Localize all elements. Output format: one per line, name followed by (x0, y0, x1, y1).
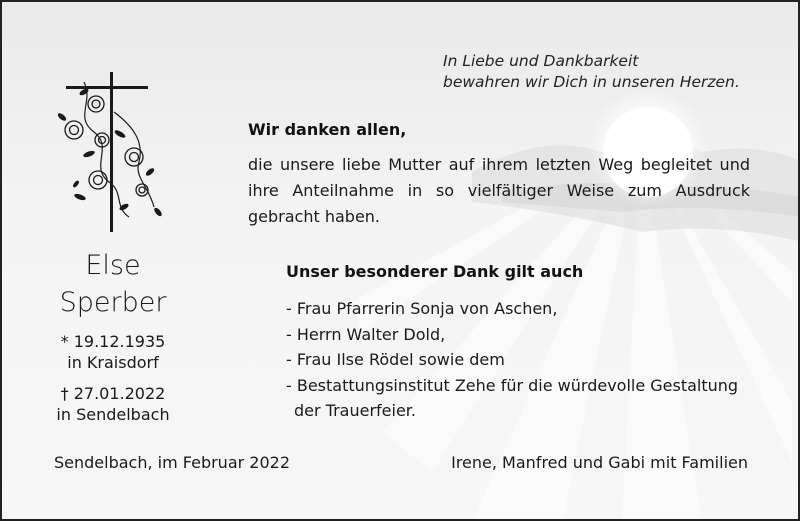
place-and-date: Sendelbach, im Februar 2022 (54, 453, 291, 472)
motto (443, 51, 740, 93)
list-item: - Bestattungsinstitut Zehe für die würdevolle Gestaltung (286, 375, 739, 395)
message-body: die unsere liebe Mutter auf ihrem letzten Weg begleitet und ihre Anteilnahme in so vielfältiger Weise zum Ausdruck gebracht haben. (248, 155, 750, 226)
thanks-list (286, 296, 756, 424)
family-signature: Irene, Manfred und Gabi mit Familien (451, 453, 748, 472)
motto-line-1: In Liebe und Dankbarkeit (443, 52, 639, 70)
deceased-last-name: Sperber (59, 287, 167, 318)
death-place: in Sendelbach (56, 405, 170, 424)
message-heading: Wir danken allen, (248, 120, 407, 139)
list-item: - Frau Ilse Rödel sowie dem (286, 350, 505, 369)
birth-place: in Kraisdorf (67, 353, 159, 372)
death-info (38, 383, 188, 425)
motto-line-2: bewahren wir Dich in unseren Herzen. (443, 73, 740, 91)
deceased-first-name: Else (85, 250, 141, 281)
cross-with-roses-icon (54, 72, 174, 232)
death-date: † 27.01.2022 (60, 384, 166, 403)
list-item: - Frau Pfarrerin Sonja von Aschen, (286, 299, 558, 318)
thanks-heading: Unser besonderer Dank gilt auch (286, 262, 584, 281)
list-item: der Trauerfeier. (294, 401, 416, 420)
birth-date: * 19.12.1935 (60, 332, 166, 351)
birth-info (38, 331, 188, 373)
list-item: - Herrn Walter Dold, (286, 324, 446, 344)
